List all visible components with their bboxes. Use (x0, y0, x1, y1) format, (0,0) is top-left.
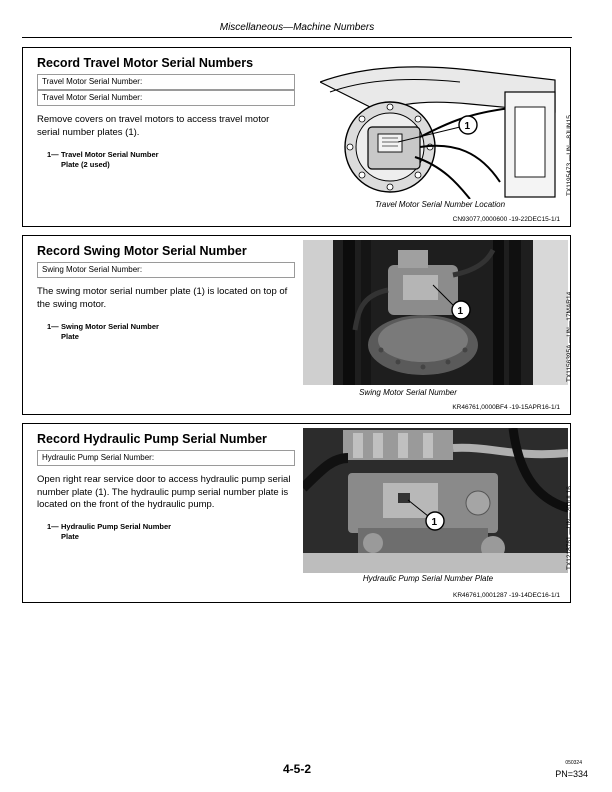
swing-motor-photo (303, 240, 568, 385)
callout-list (47, 322, 177, 342)
travel-motor-photo (320, 52, 560, 199)
callout-list (47, 150, 177, 170)
svg-text:1: 1 (464, 121, 471, 132)
header-rule (22, 37, 572, 38)
footer-tiny-code: 050324 (565, 760, 582, 766)
callout-number: 1— (47, 150, 59, 159)
travel-motor-serial-field-2[interactable]: Travel Motor Serial Number: (37, 90, 295, 106)
photo-code: TX1156395A —UN—17MAR14 (566, 291, 573, 382)
photo-caption: Travel Motor Serial Number Location (374, 200, 506, 209)
swing-motor-serial-field[interactable]: Swing Motor Serial Number: (37, 262, 295, 278)
callout-text: Swing Motor Serial Number Plate (61, 322, 159, 341)
callout-number: 1— (47, 522, 59, 531)
photo-code: TX1195473 —UN—8JUN15 (566, 115, 573, 196)
section-footer-code: CN93077,0000600 -19-22DEC15-1/1 (452, 216, 560, 223)
section-title: Record Travel Motor Serial Numbers (37, 56, 254, 70)
callout-list (47, 522, 177, 542)
svg-text:1: 1 (431, 517, 438, 528)
swing-motor-illustration (303, 240, 568, 385)
section-title: Record Hydraulic Pump Serial Number (37, 432, 267, 446)
pn-number: PN=334 (555, 769, 588, 779)
hydraulic-pump-illustration (303, 428, 568, 573)
travel-motor-illustration (320, 52, 560, 199)
callout-marker (426, 512, 444, 530)
swing-motor-section (22, 235, 571, 415)
section-footer-code: KR46761,0001287 -19-14DEC16-1/1 (453, 592, 560, 599)
callout-number: 1— (47, 322, 59, 331)
running-head: Miscellaneous—Machine Numbers (219, 22, 375, 33)
photo-code: TX1218761 —UN—20JUL16 (566, 486, 573, 570)
photo-caption: Swing Motor Serial Number (359, 388, 457, 397)
callout-marker (452, 301, 470, 319)
section-footer-code: KR46761,0000BF4 -19-15APR16-1/1 (452, 404, 560, 411)
callout-text: Travel Motor Serial Number Plate (2 used) (61, 150, 159, 169)
section-title: Record Swing Motor Serial Number (37, 244, 247, 258)
section-body-text: Open right rear service door to access hydraulic pump serial number plate (1). The hydraulic pump serial number plate is located on the front of the hydraulic pump. (37, 474, 291, 510)
page-number: 4-5-2 (282, 762, 311, 776)
section-body-text: The swing motor serial number plate (1) is located on top of the swing motor. (37, 286, 288, 310)
travel-motor-section (22, 47, 571, 227)
section-body-text: Remove covers on travel motors to access travel motor serial number plates (1). (37, 114, 270, 138)
hydraulic-pump-section (22, 423, 571, 603)
svg-text:1: 1 (457, 306, 464, 317)
photo-caption: Hydraulic Pump Serial Number Plate (362, 574, 494, 583)
callout-text: Hydraulic Pump Serial Number Plate (61, 522, 172, 541)
callout-marker (459, 116, 477, 134)
hydraulic-pump-serial-field[interactable]: Hydraulic Pump Serial Number: (37, 450, 295, 466)
travel-motor-serial-field-1[interactable]: Travel Motor Serial Number: (37, 74, 295, 90)
hydraulic-pump-photo (303, 428, 568, 573)
